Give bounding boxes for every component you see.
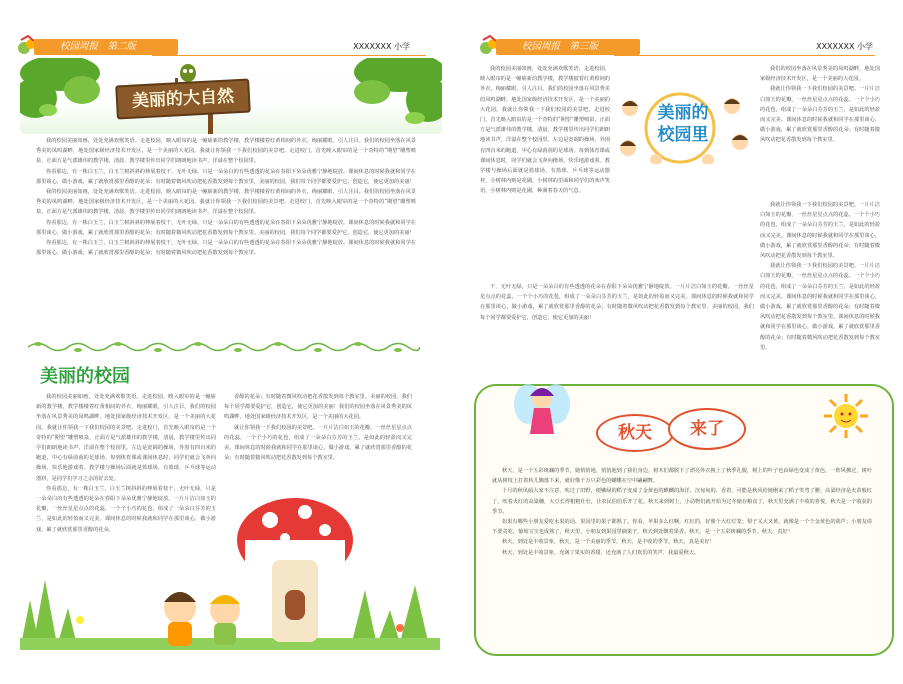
autumn-title-1: 秋天 xyxy=(618,423,652,443)
header-divider xyxy=(152,55,426,56)
paragraph: 我的校园美丽如画，处处充满欢歌笑语。走进校园，映入眼帘的是一幢崭新的教学楼，教学楼披着红黄相间的外衣，绚丽耀眼，引人注目。我们的校园坐落在风景秀美的凤鸣湖畔，地处国家级经济技术开发区，是一个美丽的大花园。我就让你领我一下我们校园的美景吧。走进校门，首先映入眼帘的是一个奇特的“期望”雕塑喷泉，正面方是气派雄伟的教学楼，清晨，教学楼里传出同学们朗朗地读书声，洋溢在整个校园里。左边是宽阔的操场，外围有四百米的跑道，中心有绿茵茵的足球场。每到体育课或课间休息时，同学们就会飞奔向操场，快乐地游戏着。教学楼与操场后面就是篮球场，有篮球、乒乓球等运动器材，小树林内则是花圃，小树林的里面和同学们的欢声笑语，小树林内则是花圃，种满着春天的气息。 xyxy=(480,66,610,195)
paragraph: 秋天，到处是丰收景象，充满了果实的香甜，还充满了人们欢乐的笑声，我最爱秋天。 xyxy=(502,549,700,556)
header-tab: 校园周报 第三版 xyxy=(496,39,640,55)
column-right-lower xyxy=(760,200,880,353)
nature-banner xyxy=(20,58,442,134)
section-title: 美丽的校园 xyxy=(40,366,130,387)
autumn-frame xyxy=(474,384,894,656)
school-name: XXXXXXX 小学 xyxy=(816,42,873,51)
paragraph: 你看那边，有一株白玉兰，白玉兰树斜斜的伸展着枝干，无叶无绿，只是一朵朵白的有些透透的花朵在春阳下朵朵优雅宁静地绽放。课间休息的时候我就和同学在那里谈心，做小游戏，累了就欣赏那里香醇的花朵；有时随着微风吹动把花香散发到每个教室里。美丽的校园，我们每个同学都要爱护它，创造它，使它更加的美丽！ xyxy=(36,219,416,236)
paragraph: 我就让你领我一下我们校园的美景吧。一片片洁白如玉的花瓣，一丝丝星星点点的花蕊，一个个小巧的花苞，组成了一朵朵白芬芳的玉兰，是如此的轻盈而又完美。课间休息的时候我就和同学在那里谈心，做小游戏，累了就欣赏那里香醇的花朵；有时随着微风吹动把花香散发到每个教室里。 xyxy=(760,86,880,144)
page-2 xyxy=(0,0,450,684)
header-tab: 校园周报 第二版 xyxy=(34,39,178,55)
paragraph: 十月的秋风硕大家不注意，吹过了田野，便嫩绿的稻子变成了金黄色的麒麟的海洋。沉甸甸的、香着，可能是秋风给她刚来了稻子笑弯了腰；高粱经济是火苗般红了，吹着火红的高粱穗，大豆长得粗粗壮壮，让农民伯伯乐开了花。秋天来到树上，小动物们就开始为过冬储存粮食了，秋天里充满了丰收的喜悦，秋天是一个收获的季节。 xyxy=(492,488,872,515)
paragraph: 我的校园美丽如画，处处充满欢歌笑语。走进校园，映入眼帘的是一幢崭新的教学楼，教学楼楼着红黄相间的外衣，绚丽耀眼，引人注目。我们的校园坐落在风景秀美的凤鸣湖畔，地处国家级经济技术开发区，是一个美丽的大花园。我就让你领我一下我们校园的美景吧。走进校门，首先映入眼帘的是一个奇特的“期望”雕塑喷泉，正面方是气派雄伟的教学楼，清晨，教学楼里传出同学们朗朗地读书声，洋溢在整个校园里。 xyxy=(36,189,416,216)
paragraph: 秋天，到处是丰收景象，秋天，是一个美丽的季节，秋天，是丰收的季节。秋天，真是美好！ xyxy=(502,539,715,546)
autumn-title-bubble-1 xyxy=(596,414,674,452)
paragraph: 我就让你领我一下我们校园的美景吧。一片片洁白如玉的花瓣，一丝丝星星点点的花蕊，一个个小巧的花苞，组成了一朵朵白芬芳的玉兰，是如此的轻盈而又完美。课间休息的时候我就和同学在那里谈心，做小游戏，累了就欣赏那里香醇的花朵；有时随着微风吹动把花香散发到每个教室里。 xyxy=(760,202,880,260)
autumn-title-bubble-2 xyxy=(668,408,746,450)
paragraph: 干，无叶无绿，只是一朵朵白的有些透透的花朵在春阳下朵朵优雅宁静地绽放。一片片洁白如玉的花瓣，一丝丝星星点点的花蕊，一个个小巧的花苞，组成了一朵朵白芬芳的玉兰，是如此的轻盈而又完美。课间休息的时候我就和同学在那里谈心，做小游戏，累了就欣赏那里香醇的花朵；有时随着微风吹动把花香散发到每个教室里。美丽的校园，我们每个同学都要爱护它，创造它，使它更加的美丽！ xyxy=(480,284,754,321)
page-3 xyxy=(458,0,903,684)
article-body xyxy=(36,136,416,258)
wooden-sign xyxy=(115,79,251,120)
paragraph: 我的校园美丽如画，处处充满欢歌笑语。走进校园，映入眼帘的是一幢崭新的教学楼，教学楼楼着红黄相间的外衣，绚丽耀眼，引人注目。我们的校园坐落在风景秀美的凤鸣湖畔，地处国家级经济技术开发区，是一个美丽的大花园。我就让你领我一下我们校园的美景吧。走进校门，首先映入眼帘的是一个奇特的“期望”雕塑喷泉，正面方是气派雄伟的教学楼，清晨，教学楼里传出同学们朗朗地读书声，洋溢在整个校园里。 xyxy=(36,138,416,165)
header-divider xyxy=(614,55,875,56)
paragraph: 如果有哪些小朋友爱吃水果的话，果园里的果子都熟了。你看，苹果多么红啊，红红的，好像个大红灯笼；梨子又大又黄，就像是一个个金黄色的葫芦；小朋友请不要贪吃，葡萄宝宝也成熟了，秋天里，小朋友到果园里摘果子，秋天到处飘着果香。秋天，是一个五彩斑斓的季节。秋天，真好！ xyxy=(492,519,872,536)
page-header xyxy=(458,38,903,56)
badge-line-1: 美丽的 xyxy=(657,103,709,123)
column-left-top xyxy=(480,64,610,197)
paragraph: 香醇的花朵；有时随着微风吹动把花香散发到每个教室里。美丽的校园，我们每个同学都要爱护它，创造它，使它更加的美丽！我们的校园坐落在风景秀美的凤鸣湖畔，地处国家级经济技术开发区，是一个美丽的大花园。 xyxy=(224,394,412,421)
column-left-bottom xyxy=(480,282,754,323)
page-header xyxy=(0,38,450,56)
paragraph: 我们的校园坐落在风景秀美的凤鸣湖畔，地处国家级经济技术开发区，是一个美丽的大花园。 xyxy=(760,66,880,83)
autumn-title-2: 来了 xyxy=(690,419,724,439)
vine-divider xyxy=(28,340,420,354)
paragraph: 你看那边，有一株白玉兰，白玉兰树斜斜的伸展着枝干，无叶无绿，只是一朵朵白的有些透透的花朵在春阳下朵朵优雅宁静地绽放。课间休息的时候我就和同学在那里谈心，做小游戏，累了就欣赏那里香醇的花朵；有时随着微风吹动把花香散发到每个教室里。 xyxy=(36,240,416,257)
paragraph: 你看那边，有一株白玉兰，白玉兰树斜斜的伸展着枝干，无叶无绿，只是一朵朵白的有些透透的花朵在春阳下朵朵优雅宁静地绽放。一片片洁白如玉的花瓣，一丝丝星星点点的花蕊，一个个小巧的花苞，组成了一朵朵白芬芳的玉兰，是如此的轻盈而又完美。课间休息的时候我就和同学在那里谈心，做小游戏，累了就欣赏那里香醇的花朵。 xyxy=(36,485,216,533)
paragraph: 秋天，是一个五彩斑斓的季节，她悄悄地，悄悄地到了我们身边。树木们都脱下了漂亮外衣换上了秋季礼服，树上的叶子也由绿色变成了黄色，一阵风拂过，树叶就从树枝上打着转儿飘落下来，就好像千万只彩色的蝴蝶在空中翩翩舞。 xyxy=(492,468,872,485)
campus-badge xyxy=(612,92,750,164)
paragraph: 就让你领我一下我们校园的美景吧。一片片洁白如玉的花瓣，一丝丝星星点点的花蕊，一个个小巧的花苞，组成了一朵朵白芬芳的玉兰，是如此的轻盈而又完美。课间休息的时候我就和同学在那里谈心，做小游戏，累了就欣赏那里香醇的花朵；有时随着微风吹动把花香散发到每个教室里。 xyxy=(224,424,412,462)
column-right xyxy=(760,64,880,146)
paragraph: 我的校园美丽如画，处处充满欢歌笑语。走进校园，映入眼帘的是一幢崭新的教学楼，教学楼楼着红黄相间的外衣，绚丽耀眼，引人注目。我们的校园坐落在风景秀美的凤鸣湖畔，地处国家级经济技术开发区，是一个美丽的大花园。我就让你领我一下我们校园的美景吧。走进校门，首先映入眼帘的是一个奇特的“期望”雕塑喷泉，正面方是气派雄伟的教学楼，清晨，教学楼里传出同学们朗朗地读书声，洋溢在整个校园里。左边是宽阔的操场，外围有四百米的跑道，中心有绿茵茵的足球场。每到体育课或课间休息时，同学们就会飞奔向操场，快乐地游戏着。教学楼与操场后面就是篮球场，有篮球、乒乓球等运动器材，是同学们学习之余的好去处。 xyxy=(36,394,216,482)
banner-title: 美丽的大自然 xyxy=(131,86,235,112)
sun-icon xyxy=(822,392,870,440)
paragraph: 我就让你领我一下我们校园的美景吧。一片片洁白如玉的花瓣，一丝丝星星点点的花蕊，一个个小巧的花苞，组成了一朵朵白芬芳的玉兰，是如此的轻盈而又完美。课间休息的时候我就和同学在那里谈心，做小游戏，累了就欣赏那里香醇的花朵；有时随着微风吹动把花香散发到每个教室里。课间休息的时候我就和同学在那里谈心，做小游戏，累了就欣赏那里香醇的花朵；有时随着微风吹动把花香散发到每个教室里。 xyxy=(760,263,880,351)
kids-mushroom-illustration xyxy=(20,490,440,650)
fairy-icon xyxy=(506,374,576,444)
column-right xyxy=(224,392,412,463)
badge-line-2: 校园里 xyxy=(657,125,709,145)
school-name: XXXXXXX 小学 xyxy=(353,42,410,51)
paragraph: 你看那边，有一株白玉兰，白玉兰树斜斜的伸展着枝干，无叶无绿，只是一朵朵白的有些透透的花朵在春阳下朵朵优雅宁静地绽放。课间休息的时候我就和同学在那里谈心，做小游戏，累了就欣赏那里香醇的花朵；有时随着微风吹动把花香散发到每个教室里，美丽的校园，我们每个同学都要爱护它，创造它，使它更加的美丽！ xyxy=(36,168,416,185)
autumn-body xyxy=(492,466,872,558)
badge-title xyxy=(638,102,728,146)
